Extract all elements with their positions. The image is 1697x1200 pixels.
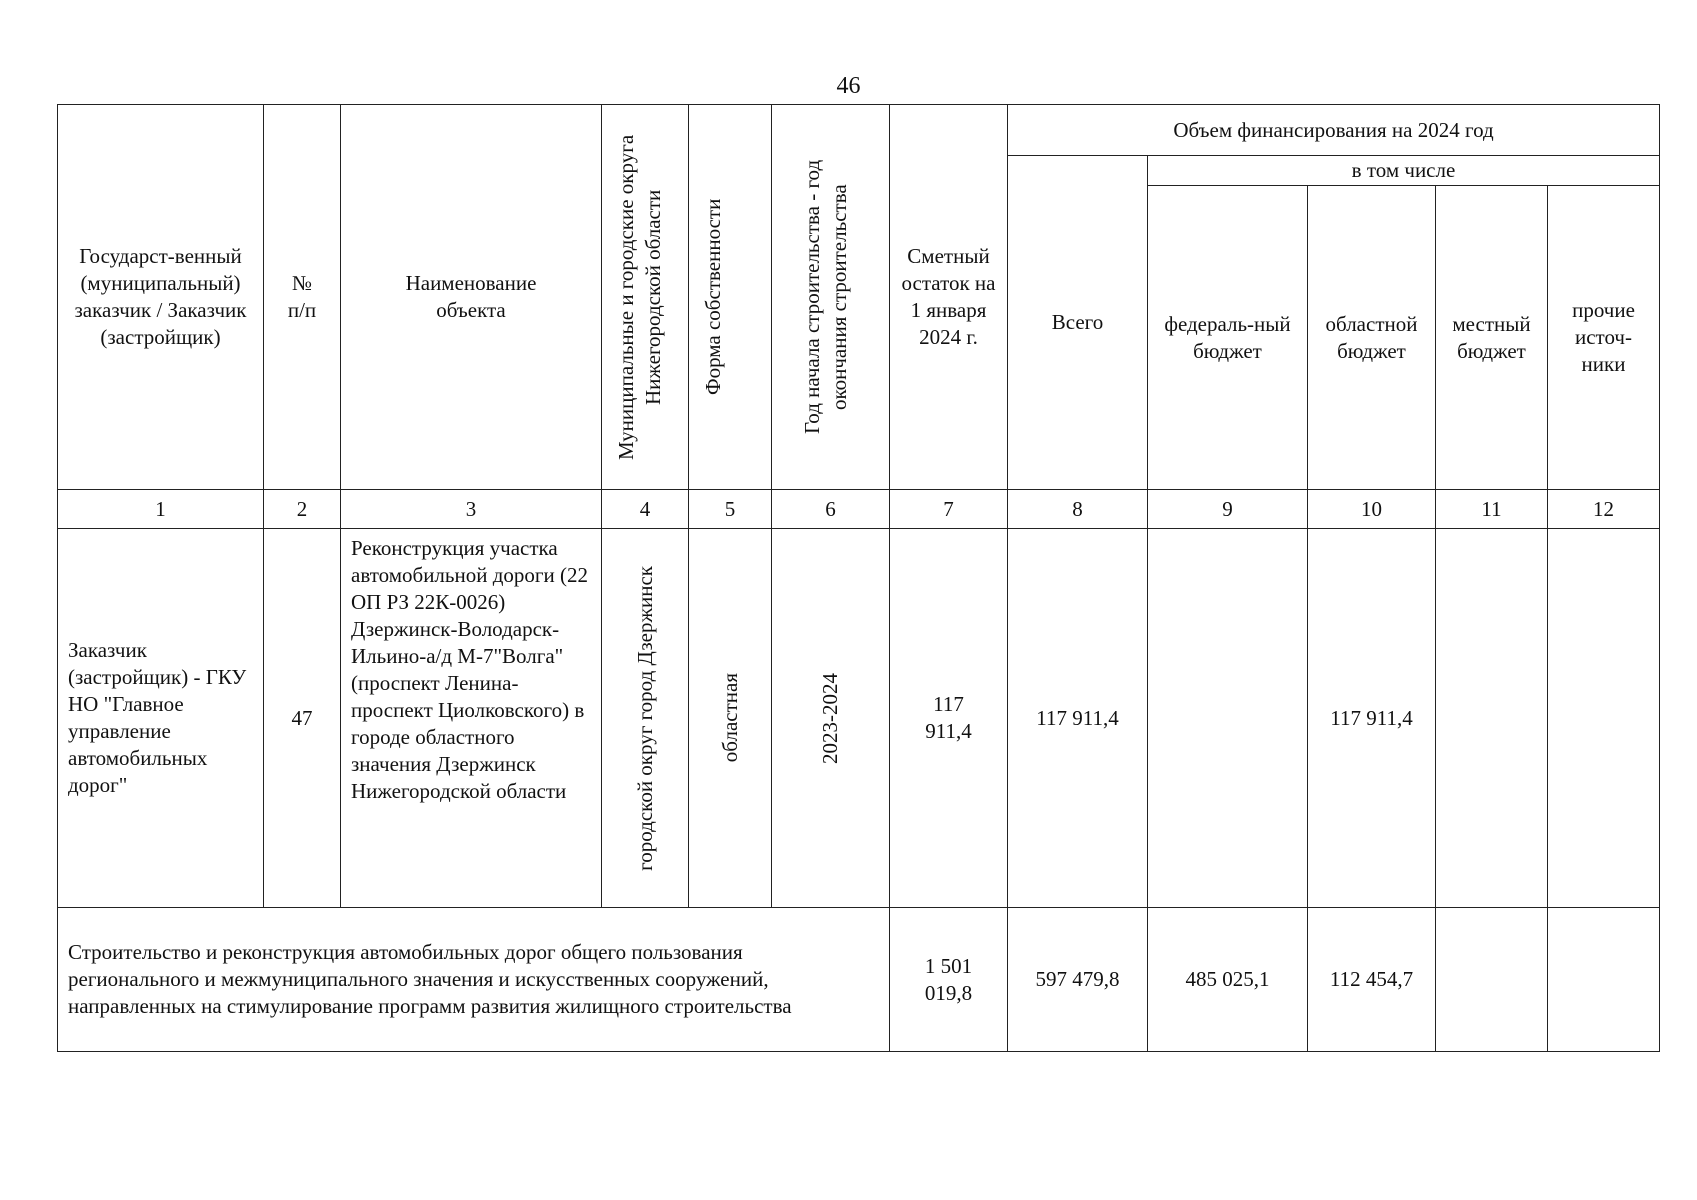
summary-estimate: 1 501 019,8 <box>890 908 1008 1052</box>
header-including: в том числе <box>1148 156 1660 186</box>
header-estimate: Сметный остаток на 1 января 2024 г. <box>890 105 1008 490</box>
column-number: 3 <box>341 490 602 529</box>
row-total: 117 911,4 <box>1008 529 1148 908</box>
header-other: прочие источ-ники <box>1548 186 1660 490</box>
table-row <box>58 529 1660 908</box>
summary-other <box>1548 908 1660 1052</box>
column-number: 6 <box>772 490 890 529</box>
summary-row <box>58 908 1660 1052</box>
row-regional: 117 911,4 <box>1308 529 1436 908</box>
header-total: Всего <box>1008 156 1148 490</box>
header-regional: областной бюджет <box>1308 186 1436 490</box>
row-other <box>1548 529 1660 908</box>
row-customer: Заказчик (застройщик) - ГКУ НО "Главное управление автомобильных дорог" <box>58 529 264 908</box>
row-estimate: 117 911,4 <box>890 529 1008 908</box>
summary-regional: 112 454,7 <box>1308 908 1436 1052</box>
row-local <box>1436 529 1548 908</box>
column-number: 12 <box>1548 490 1660 529</box>
row-num: 47 <box>264 529 341 908</box>
header-ownership: Форма собственности <box>689 105 772 490</box>
header-federal: федераль-ный бюджет <box>1148 186 1308 490</box>
header-customer: Государст-венный (муниципальный) заказчик / Заказчик (застройщик) <box>58 105 264 490</box>
header-object-name: Наименование объекта <box>341 105 602 490</box>
row-years: 2023-2024 <box>772 529 890 908</box>
column-number: 4 <box>602 490 689 529</box>
header-years: Год начала строительства - год окончания строительства <box>772 105 890 490</box>
header-local: местный бюджет <box>1436 186 1548 490</box>
summary-local <box>1436 908 1548 1052</box>
row-object-name: Реконструкция участка автомобильной дороги (22 ОП РЗ 22К-0026) Дзержинск-Володарск-Ильино-а/д М-7"Волга" (проспект Ленина-проспект Циолковского) в городе областного значения Дзержинск Нижегородской области <box>341 529 602 908</box>
page-number: 46 <box>836 73 861 99</box>
column-number: 2 <box>264 490 341 529</box>
column-number: 9 <box>1148 490 1308 529</box>
financing-table <box>57 104 1660 1052</box>
row-ownership: областная <box>689 529 772 908</box>
column-number: 7 <box>890 490 1008 529</box>
header-num: № п/п <box>264 105 341 490</box>
summary-total: 597 479,8 <box>1008 908 1148 1052</box>
row-federal <box>1148 529 1308 908</box>
header-funding-group: Объем финансирования на 2024 год <box>1008 105 1660 156</box>
column-number: 8 <box>1008 490 1148 529</box>
column-number: 11 <box>1436 490 1548 529</box>
row-municipality: городской округ город Дзержинск <box>602 529 689 908</box>
header-municipality: Муниципальные и городские округа Нижегородской области <box>602 105 689 490</box>
summary-label: Строительство и реконструкция автомобильных дорог общего пользования регионального и межмуниципального значения и искусственных сооружений, направленных на стимулирование программ развития жилищного строительства <box>58 908 890 1052</box>
column-number: 10 <box>1308 490 1436 529</box>
column-number: 1 <box>58 490 264 529</box>
summary-federal: 485 025,1 <box>1148 908 1308 1052</box>
column-number: 5 <box>689 490 772 529</box>
